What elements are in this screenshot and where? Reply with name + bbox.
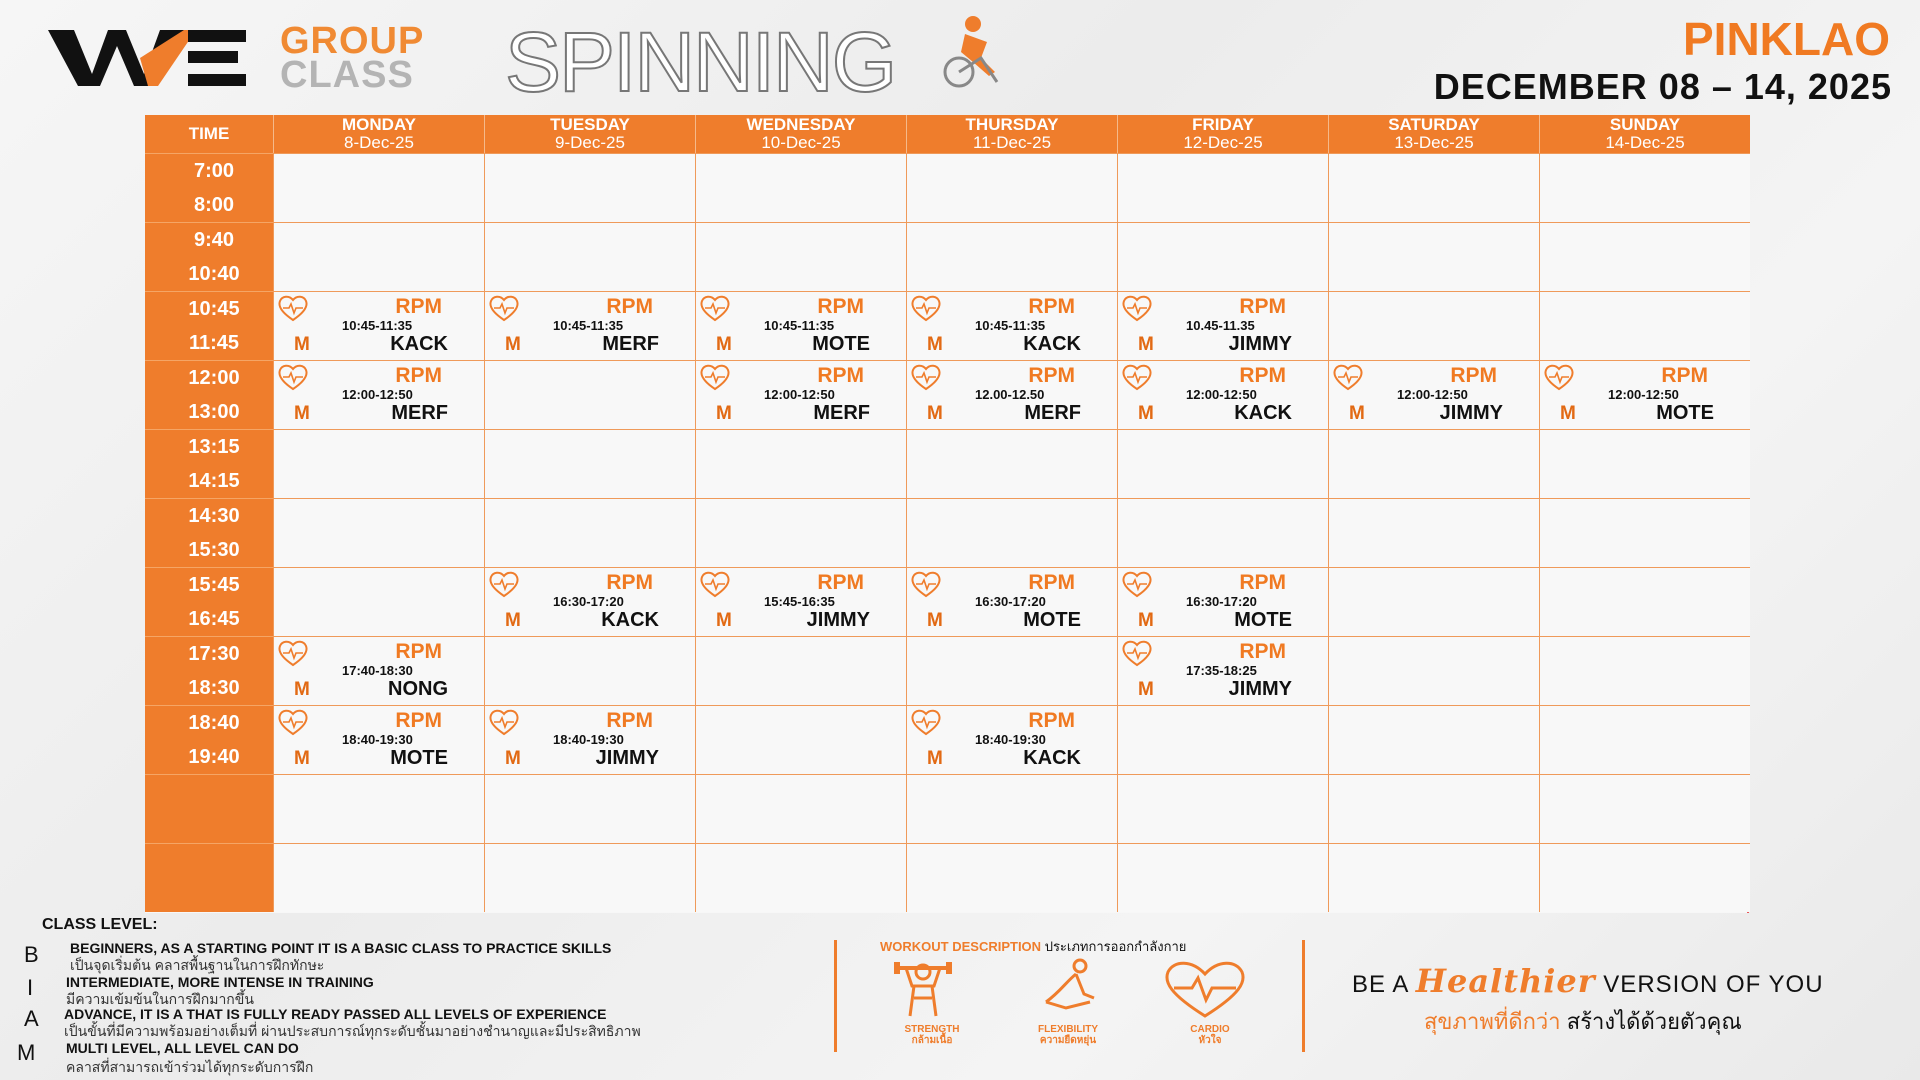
day-date: 14-Dec-25	[1605, 133, 1685, 152]
time-end: 11:45	[188, 331, 240, 354]
class-level: M	[505, 334, 521, 355]
schedule-cell[interactable]	[273, 636, 484, 705]
time-cell	[145, 429, 273, 498]
branch-name: PINKLAO	[1683, 13, 1890, 65]
cardio-heart-icon	[910, 708, 942, 736]
schedule-cell[interactable]	[1328, 360, 1539, 429]
level-letter: B	[24, 942, 39, 967]
class-time: 10.45-11.35	[1186, 318, 1255, 333]
level-description: MULTI LEVEL, ALL LEVEL CAN DO	[66, 1040, 299, 1056]
schedule-cell	[484, 774, 695, 843]
time-end: 16:45	[188, 607, 240, 630]
class-level: M	[505, 610, 521, 631]
day-header	[273, 115, 484, 153]
instructor-name: JIMMY	[595, 747, 659, 769]
schedule-cell	[484, 360, 695, 429]
schedule-cell	[906, 774, 1117, 843]
instructor-name: MOTE	[812, 333, 870, 355]
level-letter: M	[17, 1040, 36, 1065]
class-level: M	[927, 610, 943, 631]
schedule-cell	[1539, 222, 1750, 291]
level-letter: I	[27, 975, 34, 1000]
cardio-heart-icon	[1543, 363, 1575, 391]
schedule-cell	[1328, 498, 1539, 567]
schedule-cell[interactable]	[1117, 360, 1328, 429]
schedule-cell[interactable]	[906, 567, 1117, 636]
schedule-cell	[695, 498, 906, 567]
class-slot[interactable]	[907, 568, 1117, 636]
slogan-post: VERSION OF YOU	[1603, 971, 1824, 998]
instructor-name: KACK	[1234, 402, 1292, 424]
cardio-heart-icon	[1332, 363, 1364, 391]
schedule-cell	[1328, 774, 1539, 843]
level-description: BEGINNERS, AS A STARTING POINT IT IS A BASIC CLASS TO PRACTICE SKILLS	[70, 940, 612, 956]
schedule-cell	[273, 222, 484, 291]
schedule-cell	[695, 774, 906, 843]
instructor-name: JIMMY	[1228, 678, 1292, 700]
class-name: RPM	[817, 295, 864, 318]
brand-program-text: SPINNING	[505, 15, 896, 109]
class-level: M	[294, 403, 310, 424]
class-time: 16:30-17:20	[1186, 594, 1257, 609]
level-description-thai: เป็นขั้นที่มีความพร้อมอย่างเต็มที่ ผ่านประสบการณ์ทุกระดับชั้นมาอย่างชำนาญและมีประสิทธิภาพ	[64, 1023, 641, 1039]
flexibility-label	[1018, 1024, 1118, 1046]
flexibility-label-en: FLEXIBILITY	[1038, 1024, 1098, 1035]
schedule-cell	[906, 498, 1117, 567]
day-header	[1328, 115, 1539, 153]
time-cell	[145, 291, 273, 360]
class-time: 18:40-19:30	[553, 732, 624, 747]
class-slot[interactable]	[485, 706, 695, 774]
schedule-cell	[1328, 636, 1539, 705]
class-time: 10:45-11:35	[342, 318, 413, 333]
day-date: 8-Dec-25	[344, 133, 414, 152]
cardio-label-en: CARDIO	[1190, 1024, 1230, 1035]
class-slot[interactable]	[696, 361, 906, 429]
class-level: M	[294, 334, 310, 355]
day-date: 11-Dec-25	[972, 133, 1052, 152]
day-name: THURSDAY	[965, 115, 1059, 134]
time-start: 18:40	[188, 711, 240, 734]
class-slot[interactable]	[485, 292, 695, 360]
schedule-cell[interactable]	[695, 291, 906, 360]
schedule-cell	[1328, 222, 1539, 291]
schedule-cell	[1539, 153, 1750, 222]
schedule-cell	[1117, 429, 1328, 498]
class-time: 16:30-17:20	[553, 594, 624, 609]
class-slot[interactable]	[274, 361, 484, 429]
footer-divider	[1302, 940, 1305, 1052]
class-slot[interactable]	[1329, 361, 1539, 429]
class-time: 12:00-12:50	[1186, 387, 1257, 402]
time-start: 17:30	[188, 642, 240, 665]
class-level: M	[1138, 334, 1154, 355]
schedule-cell[interactable]	[273, 360, 484, 429]
time-cell	[145, 843, 273, 912]
schedule-cell	[906, 222, 1117, 291]
schedule-cell	[273, 429, 484, 498]
schedule-cell	[1328, 567, 1539, 636]
schedule-cell	[273, 843, 484, 912]
instructor-name: KACK	[601, 609, 659, 631]
time-cell	[145, 222, 273, 291]
instructor-name: JIMMY	[1228, 333, 1292, 355]
schedule-cell	[906, 429, 1117, 498]
class-slot[interactable]	[1118, 292, 1328, 360]
schedule-cell	[273, 498, 484, 567]
time-start: 10:45	[188, 297, 240, 320]
schedule-cell	[695, 222, 906, 291]
time-end: 13:00	[188, 400, 240, 423]
cardio-heart-icon	[910, 363, 942, 391]
schedule-cell	[695, 429, 906, 498]
schedule-cell[interactable]	[273, 705, 484, 774]
class-time: 10:45-11:35	[764, 318, 835, 333]
class-level: M	[1138, 610, 1154, 631]
schedule-cell	[1117, 153, 1328, 222]
workout-description-title	[880, 936, 1186, 957]
cardio-heart-icon	[1121, 639, 1153, 667]
day-name: SUNDAY	[1609, 115, 1681, 134]
strength-label	[882, 1024, 982, 1046]
class-time: 18:40-19:30	[975, 732, 1046, 747]
class-level: M	[294, 748, 310, 769]
schedule-cell	[484, 498, 695, 567]
class-time: 10:45-11:35	[975, 318, 1046, 333]
level-letter: A	[24, 1006, 39, 1031]
schedule-cell	[1117, 705, 1328, 774]
workout-title-th: ประเภทการออกกำลังกาย	[1044, 939, 1187, 954]
instructor-name: MOTE	[1234, 609, 1292, 631]
class-slot[interactable]	[907, 706, 1117, 774]
instructor-name: NONG	[388, 678, 448, 700]
instructor-name: MERF	[1024, 402, 1081, 424]
class-name: RPM	[817, 364, 864, 387]
instructor-name: MOTE	[390, 747, 448, 769]
time-end: 10:40	[188, 262, 240, 285]
class-name: RPM	[395, 295, 442, 318]
flexibility-icon	[1036, 958, 1098, 1020]
schedule-cell[interactable]	[1539, 360, 1750, 429]
instructor-name: KACK	[390, 333, 448, 355]
schedule-cell[interactable]	[1117, 636, 1328, 705]
schedule-cell	[1117, 774, 1328, 843]
schedule-cell	[1328, 429, 1539, 498]
week-range: DECEMBER 08 – 14, 2025	[1433, 66, 1892, 107]
schedule-cell	[1539, 705, 1750, 774]
schedule-cell	[1539, 567, 1750, 636]
footer-divider	[834, 940, 837, 1052]
schedule-cell	[273, 774, 484, 843]
schedule-cell[interactable]	[695, 567, 906, 636]
class-slot[interactable]	[1118, 361, 1328, 429]
class-level: M	[1349, 403, 1365, 424]
cardio-label	[1160, 1024, 1260, 1046]
workout-title-en: WORKOUT DESCRIPTION	[880, 939, 1042, 954]
class-level: M	[927, 403, 943, 424]
instructor-name: MOTE	[1656, 402, 1714, 424]
schedule-cell[interactable]	[484, 705, 695, 774]
day-header	[695, 115, 906, 153]
cardio-heart-icon	[1121, 294, 1153, 322]
time-cell	[145, 636, 273, 705]
time-end: 14:15	[188, 469, 240, 492]
instructor-name: KACK	[1023, 747, 1081, 769]
instructor-name: KACK	[1023, 333, 1081, 355]
cardio-heart-icon	[277, 708, 309, 736]
schedule-cell	[1328, 705, 1539, 774]
time-cell	[145, 705, 273, 774]
class-time: 12:00-12:50	[342, 387, 413, 402]
schedule-cell	[1117, 843, 1328, 912]
time-cell	[145, 774, 273, 843]
class-name: RPM	[395, 640, 442, 663]
flexibility-label-th: ความยืดหยุ่น	[1039, 1035, 1097, 1046]
we-logo	[48, 22, 248, 92]
schedule-cell	[484, 843, 695, 912]
schedule-cell	[906, 153, 1117, 222]
class-name: RPM	[1028, 295, 1075, 318]
schedule-cell	[1539, 636, 1750, 705]
time-start: 15:45	[188, 573, 240, 596]
class-time: 16:30-17:20	[975, 594, 1046, 609]
schedule-cell	[695, 843, 906, 912]
class-level: M	[505, 748, 521, 769]
time-cell	[145, 153, 273, 222]
class-time: 12.00-12.50	[975, 387, 1045, 402]
class-level: M	[927, 748, 943, 769]
day-name: TUESDAY	[550, 115, 630, 134]
schedule-cell	[906, 636, 1117, 705]
instructor-name: MERF	[602, 333, 659, 355]
schedule-cell	[1539, 774, 1750, 843]
schedule-cell[interactable]	[695, 360, 906, 429]
class-name: RPM	[606, 295, 653, 318]
class-time: 12:00-12:50	[1397, 387, 1468, 402]
cardio-label-th: หัวใจ	[1198, 1035, 1222, 1046]
schedule-cell[interactable]	[484, 291, 695, 360]
cardio-heart-icon	[699, 294, 731, 322]
instructor-name: JIMMY	[806, 609, 870, 631]
schedule-cell	[484, 636, 695, 705]
day-name: WEDNESDAY	[746, 115, 856, 134]
class-name: RPM	[1028, 364, 1075, 387]
day-name: SATURDAY	[1388, 115, 1480, 134]
time-start: 13:15	[188, 435, 240, 458]
schedule-cell	[484, 222, 695, 291]
schedule-table	[145, 115, 1749, 913]
schedule-cell	[1328, 843, 1539, 912]
time-start: 9:40	[193, 228, 235, 251]
strength-label-en: STRENGTH	[904, 1024, 960, 1035]
cardio-heart-icon	[488, 708, 520, 736]
slogan	[1352, 962, 1824, 1000]
cardio-heart-icon	[699, 570, 731, 598]
time-header: TIME	[145, 115, 273, 153]
schedule-cell	[1328, 153, 1539, 222]
brand-class-text: CLASS	[280, 54, 414, 96]
class-name: RPM	[1028, 571, 1075, 594]
cardio-heart-icon	[488, 294, 520, 322]
cardio-heart-icon	[488, 570, 520, 598]
strength-label-th: กล้ามเนื้อ	[911, 1035, 953, 1046]
class-level: M	[716, 334, 732, 355]
schedule-cell	[273, 567, 484, 636]
class-time: 12:00-12:50	[764, 387, 835, 402]
class-time: 18:40-19:30	[342, 732, 413, 747]
cardio-heart-icon	[910, 294, 942, 322]
day-name: MONDAY	[342, 115, 416, 134]
time-start: 12:00	[188, 366, 240, 389]
instructor-name: JIMMY	[1439, 402, 1503, 424]
time-end: 15:30	[188, 538, 240, 561]
class-level-title: CLASS LEVEL:	[42, 916, 158, 933]
slogan-script: Healthier	[1415, 962, 1596, 1000]
class-level: M	[716, 403, 732, 424]
class-name: RPM	[1028, 709, 1075, 732]
level-description-thai: คลาสที่สามารถเข้าร่วมได้ทุกระดับการฝึก	[66, 1059, 314, 1075]
time-start: 14:30	[188, 504, 240, 527]
instructor-name: MERF	[391, 402, 448, 424]
schedule-cell	[695, 153, 906, 222]
schedule-cell	[906, 843, 1117, 912]
schedule-cell[interactable]	[273, 291, 484, 360]
slogan-thai-rest: สร้างได้ด้วยตัวคุณ	[1566, 1009, 1742, 1034]
class-time: 10:45-11:35	[553, 318, 624, 333]
schedule-cell	[1117, 498, 1328, 567]
class-slot[interactable]	[274, 637, 484, 705]
class-slot[interactable]	[1540, 361, 1750, 429]
time-end: 19:40	[188, 745, 240, 768]
spin-bike-icon	[935, 12, 1015, 92]
class-name: RPM	[1450, 364, 1497, 387]
level-description-thai: เป็นจุดเริ่มต้น คลาสพื้นฐานในการฝึกทักษะ	[70, 957, 325, 973]
class-name: RPM	[395, 364, 442, 387]
schedule-cell	[1539, 429, 1750, 498]
class-name: RPM	[1239, 364, 1286, 387]
day-name: FRIDAY	[1192, 115, 1254, 134]
class-name: RPM	[606, 709, 653, 732]
cardio-icon	[1160, 958, 1250, 1020]
class-level: M	[716, 610, 732, 631]
cardio-heart-icon	[699, 363, 731, 391]
class-name: RPM	[395, 709, 442, 732]
slogan-pre: BE A	[1352, 971, 1409, 998]
slogan-thai	[1424, 1004, 1742, 1039]
schedule-cell[interactable]	[484, 567, 695, 636]
schedule-cell	[1539, 498, 1750, 567]
schedule-cell	[695, 636, 906, 705]
schedule-cell[interactable]	[906, 291, 1117, 360]
class-slot[interactable]	[274, 292, 484, 360]
class-slot[interactable]	[907, 361, 1117, 429]
class-level: M	[927, 334, 943, 355]
class-level: M	[1138, 403, 1154, 424]
class-level: M	[1560, 403, 1576, 424]
class-slot[interactable]	[907, 292, 1117, 360]
day-header	[906, 115, 1117, 153]
class-time: 12:00-12:50	[1608, 387, 1679, 402]
class-level: M	[294, 679, 310, 700]
class-level: M	[1138, 679, 1154, 700]
class-time: 17:40-18:30	[342, 663, 413, 678]
level-description: INTERMEDIATE, MORE INTENSE IN TRAINING	[66, 974, 374, 990]
cardio-heart-icon	[277, 294, 309, 322]
time-end: 8:00	[193, 193, 235, 216]
class-name: RPM	[1239, 640, 1286, 663]
class-name: RPM	[1661, 364, 1708, 387]
time-start: 7:00	[193, 159, 235, 182]
schedule-cell[interactable]	[906, 360, 1117, 429]
class-slot[interactable]	[1118, 568, 1328, 636]
day-date: 12-Dec-25	[1183, 133, 1263, 152]
class-name: RPM	[1239, 571, 1286, 594]
cardio-heart-icon	[277, 363, 309, 391]
cardio-heart-icon	[1121, 570, 1153, 598]
time-cell	[145, 567, 273, 636]
class-name: RPM	[1239, 295, 1286, 318]
class-slot[interactable]	[696, 568, 906, 636]
class-name: RPM	[606, 571, 653, 594]
instructor-name: MERF	[813, 402, 870, 424]
slogan-thai-accent: สุขภาพที่ดีกว่า	[1424, 1009, 1561, 1034]
strength-icon	[892, 958, 954, 1020]
time-cell	[145, 360, 273, 429]
level-description-thai: มีความเข้มข้นในการฝึกมากขึ้น	[66, 991, 254, 1007]
schedule-cell	[1539, 843, 1750, 912]
cardio-heart-icon	[277, 639, 309, 667]
schedule-cell	[273, 153, 484, 222]
day-header	[1539, 115, 1750, 153]
schedule-cell	[695, 705, 906, 774]
class-slot[interactable]	[485, 568, 695, 636]
class-slot[interactable]	[274, 706, 484, 774]
schedule-cell[interactable]	[1117, 567, 1328, 636]
day-date: 13-Dec-25	[1394, 133, 1474, 152]
class-time: 15:45-16:35	[764, 594, 835, 609]
class-slot[interactable]	[696, 292, 906, 360]
schedule-cell	[1539, 291, 1750, 360]
schedule-cell	[484, 153, 695, 222]
cardio-heart-icon	[910, 570, 942, 598]
schedule-cell	[484, 429, 695, 498]
class-slot[interactable]	[1118, 637, 1328, 705]
time-cell	[145, 498, 273, 567]
schedule-cell	[1328, 291, 1539, 360]
day-date: 10-Dec-25	[761, 133, 841, 152]
day-date: 9-Dec-25	[555, 133, 625, 152]
time-end: 18:30	[188, 676, 240, 699]
day-header	[484, 115, 695, 153]
class-name: RPM	[817, 571, 864, 594]
level-description: ADVANCE, IT IS A THAT IS FULLY READY PASSED ALL LEVELS OF EXPERIENCE	[64, 1006, 607, 1022]
schedule-cell[interactable]	[1117, 291, 1328, 360]
brand-group-text: GROUP	[280, 20, 425, 62]
day-header	[1117, 115, 1328, 153]
cardio-heart-icon	[1121, 363, 1153, 391]
instructor-name: MOTE	[1023, 609, 1081, 631]
schedule-cell	[1117, 222, 1328, 291]
schedule-cell[interactable]	[906, 705, 1117, 774]
class-time: 17:35-18:25	[1186, 663, 1257, 678]
